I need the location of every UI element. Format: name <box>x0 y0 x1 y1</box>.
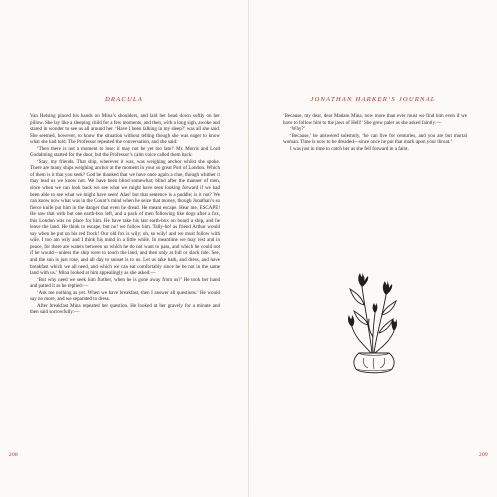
running-header-left: DRACULA <box>104 96 144 103</box>
paragraph: ‘Then there is not a moment to lose: it may not be yet too late!’ Mr. Morris and Lord Godalming started for the door, but the Professor’s calm voice called them back: <box>30 145 220 159</box>
page-number-left: 208 <box>9 452 18 458</box>
left-page <box>0 0 248 497</box>
paragraph: ‘Because,’ he answered solemnly, ‘he can live for centuries, and you are but mortal woman. Time is now to be dreaded—since once he put that mark upon your throat.’ <box>283 132 467 146</box>
paragraph: After breakfast Mina repeated her question. He looked at her gravely for a minute and then said sorrowfully:— <box>30 302 220 316</box>
paragraph: ‘Ask me nothing as yet. When we have breakfast, then I answer all questions.’ He would say no more, and we separated to dress. <box>30 289 220 303</box>
running-header-right: JONATHAN HARKER’S JOURNAL <box>310 96 436 103</box>
paragraph: ‘Why?’ <box>290 126 306 133</box>
flower-vase-illustration <box>342 265 406 377</box>
paragraph: ‘But why need we seek him further, when he is gone away from us?’ He took her hand and patted it as he replied:— <box>30 276 220 290</box>
paragraph: ‘Stay, my friends. That ship, wherever it was, was weighing anchor whilst she spoke. There are many ships weighing anchor at the moment in your so great Port of London. Which of them is it that you seek? God be thanked that we have once again a clue, though whither it may lead us we know not. We have been blind somewhat; blind after the manner of men, since when we can look back we see what we might have seen looking forward if we had been able to see what we might have seen! Alas! but that sentence is a puddle; is it not? We can know now what was in the Count’s mind when he seize that money, though Jonathan’s so fierce knife put him in the danger that even he dread. He meant escape. Hear me, ESCAPE! He saw that with but one earth-box left, and a pack of men following like dogs after a fox, this London was no place for him. He have take his last earth-box on board a ship, and he leave the land. He think to escape, but no! we follow him. Tally-ho! as friend Arthur would say when he put on his red frock! Our old fox is wily; oh, so wily! and we must follow with wile. I too am wily and I think his mind in a little while. In meantime we may rest and in peace, for there are waters between us which he do not want to pass, and which he could not if he would—unless the ship were to touch the land, and then only at full or slack tide. See, and the sun is just rose, and all day to sunset is to us. Let us take bath, and dress, and have breakfast which we all need, and which we can eat comfortably since he be not in the same land with us.’ Mina looked at him appealingly as she asked:— <box>30 158 220 277</box>
paragraph: Van Helsing placed his hands on Mina’s shoulders, and laid her head down softly on her pillow. She lay like a sleeping child for a few moments, and then, with a long sigh, awoke and stared in wonder to see us all around her. ‘Have I been talking in my sleep?’ was all she said. She seemed, however, to know the situation without telling though she was eager to know what she had told. The Professor repeated the conversation, and she said: <box>30 113 221 146</box>
right-page-body <box>283 113 467 152</box>
paragraph: I was just in time to catch her as she fell forward in a faint. <box>290 145 409 152</box>
right-page <box>249 0 497 497</box>
left-page-body <box>30 113 220 316</box>
paragraph: ‘Because, my dear, dear Madam Mina, now more than ever must we find him even if we have to follow him to the jaws of Hell!’ She grew paler as she asked faintly:— <box>283 113 467 126</box>
page-number-right: 209 <box>479 452 488 458</box>
